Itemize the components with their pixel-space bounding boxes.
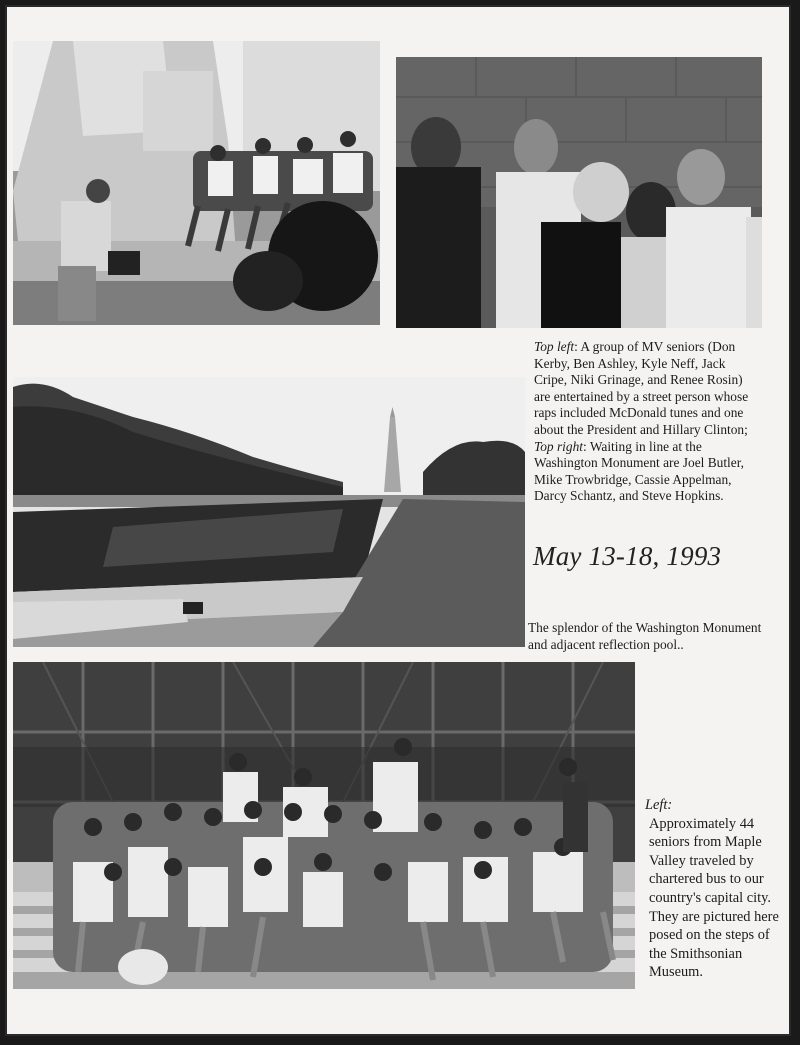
caption-lead-left: Left: [645,797,673,813]
photo-reflecting-pool [13,377,525,647]
caption-group-photo [645,796,785,982]
photo-group-steps [13,662,635,989]
caption-lead-top-right: Top right [534,438,583,454]
page-title: May 13-18, 1993 [533,541,722,571]
caption-top-photos [534,339,758,505]
caption-text-top-right: : Waiting in line at the Washington Monument are Joel Butler, Mike Trowbridge, Cassie Appelman, Darcy Schantz, and Steve Hopkins. [534,438,744,504]
photo-street-performer [13,41,380,325]
caption-lead-top-left: Top left [534,339,575,354]
photo-monument-line [396,57,762,328]
caption-text-left: Approximately 44 seniors from Maple Valley traveled by chartered bus to our country's capital city. They are pictured here posed on the steps of the Smithsonian Museum. [649,815,779,981]
yearbook-page [5,5,791,1036]
caption-text-top-left: : A group of MV seniors (Don Kerby, Ben Ashley, Kyle Neff, Jack Cripe, Niki Grinage, and Renee Rosin) are entertained by a street person whose raps included McDonald tunes and one about the President and Hillary Clinton; [534,339,749,437]
caption-reflecting-pool: The splendor of the Washington Monument and adjacent reflection pool.. [528,620,762,652]
